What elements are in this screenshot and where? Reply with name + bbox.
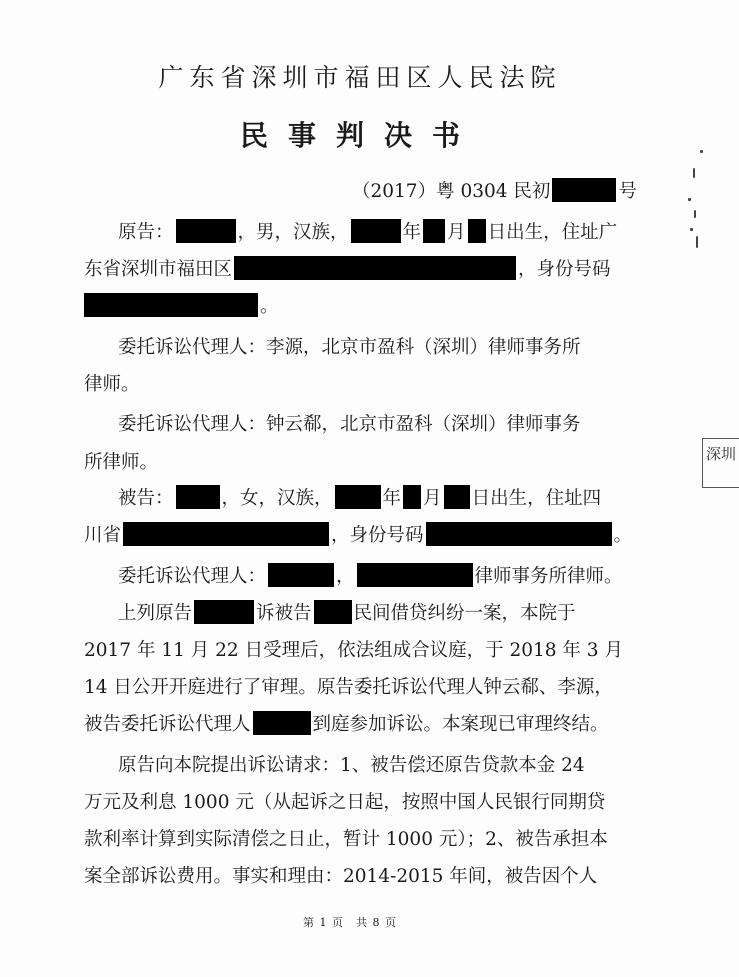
redaction-box — [357, 563, 473, 587]
text-span: ，男，汉族， — [237, 222, 349, 243]
redaction-box — [403, 485, 421, 509]
scan-speck — [700, 150, 703, 153]
case-number-line — [352, 177, 637, 207]
text-span: 被告： — [118, 488, 174, 509]
plaintiff-agent-1-line — [118, 333, 581, 363]
redaction-box — [444, 485, 470, 509]
body-line — [84, 825, 608, 855]
text-span: 所律师。 — [84, 452, 159, 473]
text-span: 委托诉讼代理人：钟云郗，北京市盈科（深圳）律师事务 — [118, 414, 581, 435]
redaction-box — [426, 522, 612, 546]
text-span: ， — [336, 566, 355, 587]
text-span: 14 日公开开庭进行了审理。原告委托诉讼代理人钟云郗、李源， — [84, 677, 613, 698]
scan-speck — [688, 198, 691, 201]
text-span: 诉被告 — [256, 603, 312, 624]
text-span: 被告委托诉讼代理人 — [84, 714, 251, 735]
defendant-address-line — [84, 521, 632, 551]
scan-speck — [696, 236, 698, 248]
text-span: 律师事务所律师。 — [474, 566, 623, 587]
text-span: 2017 年 11 月 22 日受理后，依法组成合议庭，于 2018 年 3 月 — [84, 640, 623, 661]
text-span: ，身份号码 — [331, 525, 424, 546]
text-span: 日出生，住址四 — [471, 488, 602, 509]
redaction-box — [314, 600, 352, 624]
text-span: 。 — [613, 525, 633, 546]
plaintiff-agent-2-line — [118, 410, 581, 440]
redaction-box — [268, 563, 334, 587]
redaction-box — [194, 600, 254, 624]
body-line — [84, 673, 613, 703]
text-span: 律师。 — [84, 374, 140, 395]
redaction-box — [335, 485, 381, 509]
text-span: 民间借贷纠纷一案，本院于 — [353, 603, 576, 624]
text-span: ，身份号码 — [518, 259, 611, 280]
text-span: 月 — [423, 488, 442, 509]
redaction-box — [123, 522, 329, 546]
scan-speck — [690, 228, 693, 231]
redaction-box — [253, 711, 311, 735]
redaction-box — [234, 256, 516, 280]
text-span: 款利率计算到实际清偿之日止，暂计 1000 元）；2、被告承担本 — [84, 829, 608, 850]
body-line — [84, 710, 609, 740]
text-span: 。 — [260, 296, 279, 317]
redaction-box — [176, 219, 236, 243]
redaction-box — [84, 293, 258, 317]
body-line — [84, 788, 605, 818]
text-span: 到庭参加诉讼。本案现已审理终结。 — [312, 714, 609, 735]
redaction-box — [468, 219, 486, 243]
scan-speck — [694, 210, 696, 218]
defendant-line — [118, 484, 601, 514]
text-span: ，女，汉族， — [221, 488, 333, 509]
body-line — [84, 862, 597, 892]
text-span: 川省 — [84, 525, 122, 546]
text-span: 原告向本院提出诉讼请求：1、被告偿还原告贷款本金 24 — [118, 755, 585, 776]
case-number: （2017）粤 0304 民初 — [352, 181, 551, 202]
case-number-suffix: 号 — [618, 181, 637, 202]
text-span: 月 — [447, 222, 466, 243]
side-stamp: 深圳 — [702, 438, 739, 488]
text-span: 东省深圳市福田区 — [84, 259, 233, 280]
redaction-box — [552, 178, 616, 202]
redaction-box — [176, 485, 220, 509]
body-line — [118, 599, 576, 629]
redaction-box — [423, 219, 445, 243]
text-span: 案全部诉讼费用。事实和理由：2014-2015 年间，被告因个人 — [84, 866, 598, 887]
document-title: 民事判决书 — [239, 119, 480, 152]
plaintiff-agent-2-line-cont — [84, 448, 158, 478]
plaintiff-id-line — [84, 292, 279, 322]
plaintiff-address-line — [84, 255, 611, 285]
text-span: 原告： — [118, 222, 174, 243]
court-name: 广东省深圳市福田区人民法院 — [158, 63, 562, 92]
text-span: 委托诉讼代理人：李源，北京市盈科（深圳）律师事务所 — [118, 337, 581, 358]
scan-speck — [693, 168, 695, 178]
text-span: 万元及利息 1000 元（从起诉之日起，按照中国人民银行同期贷 — [84, 792, 606, 813]
text-span: 委托诉讼代理人： — [118, 566, 267, 587]
plaintiff-line — [118, 218, 617, 248]
body-line — [84, 636, 623, 666]
defendant-agent-line — [118, 562, 623, 592]
text-span: 年 — [402, 222, 422, 243]
text-span: 年 — [382, 488, 402, 509]
text-span: 日出生，住址广 — [487, 222, 618, 243]
text-span: 上列原告 — [118, 603, 193, 624]
page-footer: 第 1 页 共 8 页 — [303, 916, 397, 929]
plaintiff-agent-1-line-cont — [84, 370, 140, 400]
body-line — [118, 751, 585, 781]
redaction-box — [351, 219, 401, 243]
